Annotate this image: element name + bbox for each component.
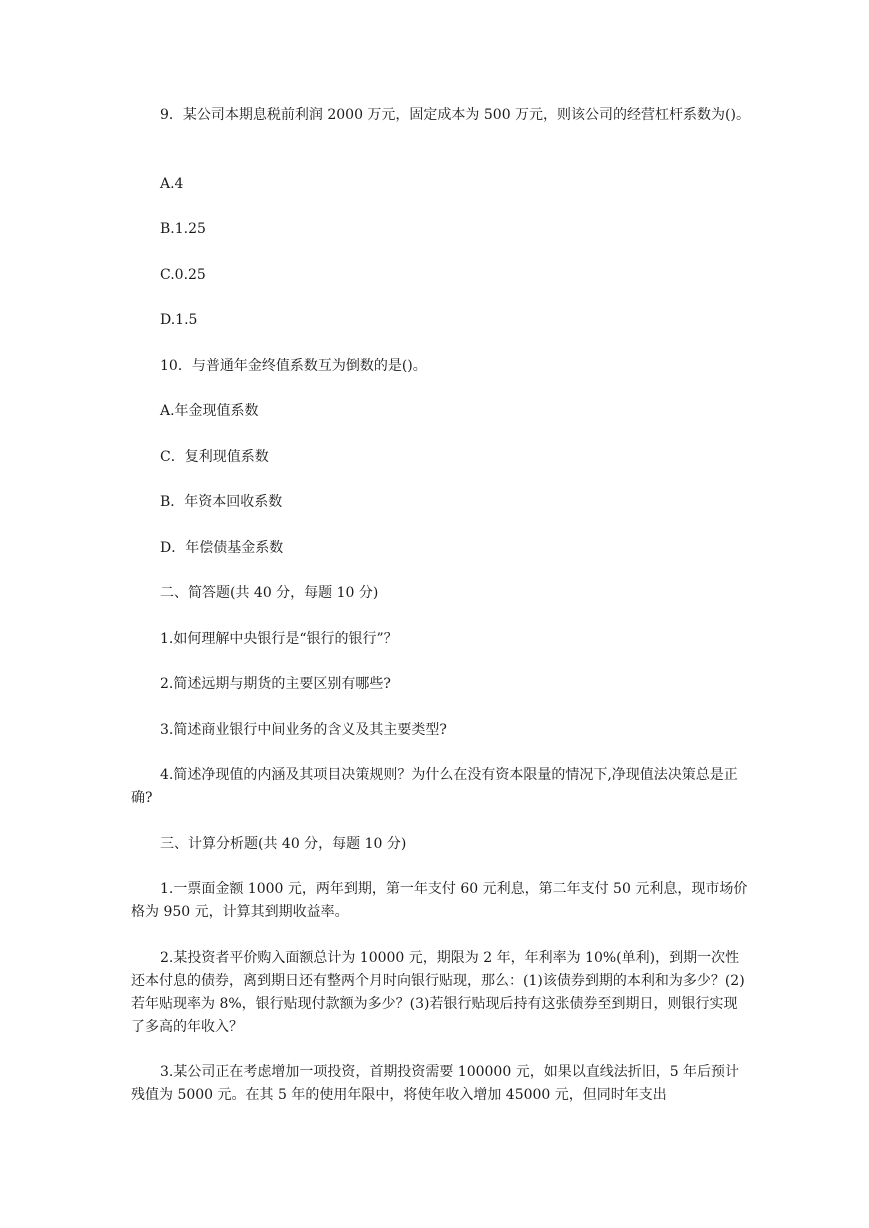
section-3-heading: 三、计算分析题(共 40 分，每题 10 分) [160,836,407,852]
question-10-option-b: B．年资本回收系数 [160,494,283,510]
section-3-item-2: 2.某投资者平价购入面额总计为 10000 元，期限为 2 年，年利率为 10%(单利)，到期一次性还本付息的债券，离到期日还有整两个月时向银行贴现，那么：(1)该债券到期的本利和为多少？(2)若年贴现率为 8%，银行贴现付款额为多少？(3)若银行贴现后持有这张债券至到期日，则银行实现了多高的年收入？ [131,950,745,1035]
section-2-item-4: 4.简述净现值的内涵及其项目决策规则？为什么在没有资本限量的情况下,净现值法决策总是正确? [131,767,738,806]
question-9-option-a: A.4 [160,176,184,192]
question-9-option-c: C.0.25 [160,267,206,283]
question-9-stem: 9．某公司本期息税前利润 2000 万元，固定成本为 500 万元，则该公司的经营杠杆系数为()。 [160,107,750,123]
question-10-option-c: C．复利现值系数 [160,449,269,465]
section-2-item-1: 1.如何理解中央银行是“银行的银行”？ [160,631,398,647]
section-2-item-3: 3.简述商业银行中间业务的含义及其主要类型? [160,722,447,738]
section-2-heading: 二、简答题(共 40 分，每题 10 分) [160,585,379,601]
section-3-item-1: 1.一票面金额 1000 元，两年到期，第一年支付 60 元利息，第二年支付 50 元利息，现市场价格为 950 元，计算其到期收益率。 [131,881,748,920]
section-3-item-3: 3.某公司正在考虑增加一项投资，首期投资需要 100000 元，如果以直线法折旧，5 年后预计残值为 5000 元。在其 5 年的使用年限中，将使年收入增加 45000 元，但同时年支出 [131,1064,740,1103]
section-2-item-2: 2.简述远期与期货的主要区别有哪些? [160,676,391,692]
question-10-option-a: A.年金现值系数 [160,403,259,419]
question-10-option-d: D．年偿债基金系数 [160,540,284,556]
question-10-stem: 10．与普通年金终值系数互为倒数的是()。 [160,358,427,374]
question-9-option-d: D.1.5 [160,312,198,328]
question-9-option-b: B.1.25 [160,221,206,237]
